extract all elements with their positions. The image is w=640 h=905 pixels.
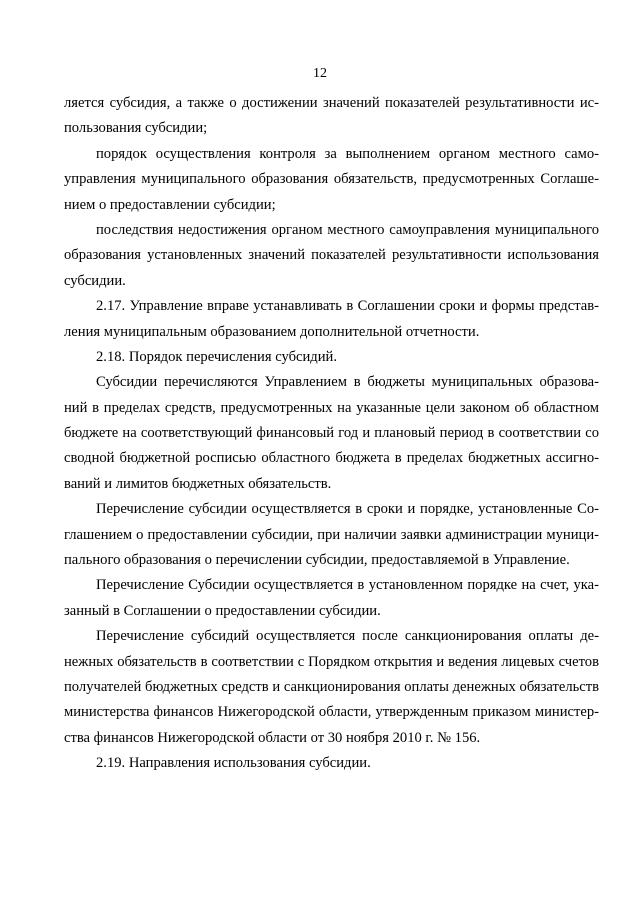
text-line: порядок осуществления контроля за выполнением органом местного само- (96, 145, 599, 162)
text-line: ний в пределах средств, предусмотренных на указанные цели законом об областном (64, 399, 599, 416)
text-line: образования установленных значений показателей результативности использования (64, 247, 599, 264)
text-line: 2.18. Порядок перечисления субсидий. (96, 348, 338, 365)
page-number: 12 (313, 66, 327, 81)
text-line: управления муниципального образования обязательств, предусмотренных Соглаше- (64, 171, 599, 188)
text-line: Перечисление Субсидии осуществляется в установленном порядке на счет, ука- (96, 577, 599, 594)
text-line: ления муниципальным образованием дополнительной отчетности. (64, 323, 480, 340)
text-line: Перечисление субсидий осуществляется после санкционирования оплаты де- (96, 628, 599, 645)
text-line: 2.19. Направления использования субсидии. (96, 755, 371, 772)
text-line: министерства финансов Нижегородской области, утвержденным приказом министер- (64, 704, 599, 721)
text-line: получателей бюджетных средств и санкционирования оплаты денежных обязательств (64, 678, 599, 695)
text-line: пользования субсидии; (64, 120, 208, 137)
text-line: бюджете на соответствующий финансовый год и плановый период в соответствии со (64, 425, 599, 442)
text-line: пального образования о перечислении субсидии, предоставляемой в Управление. (64, 552, 570, 569)
document-body (64, 91, 599, 777)
text-line: глашением о предоставлении субсидии, при наличии заявки администрации муници- (64, 526, 599, 543)
text-line: Перечисление субсидии осуществляется в сроки и порядке, установленные Со- (96, 501, 599, 518)
text-line: ства финансов Нижегородской области от 30 ноября 2010 г. № 156. (64, 729, 481, 746)
text-line: сводной бюджетной росписью областного бюджета в пределах бюджетных ассигно- (64, 450, 599, 467)
text-line: нежных обязательств в соответствии с Порядком открытия и ведения лицевых счетов (64, 653, 599, 670)
text-line: нием о предоставлении субсидии; (64, 196, 276, 213)
text-line: Субсидии перечисляются Управлением в бюджеты муниципальных образова- (96, 374, 599, 391)
text-line: субсидии. (64, 272, 126, 289)
text-line: последствия недостижения органом местного самоуправления муниципального (96, 221, 599, 238)
text-line: ваний и лимитов бюджетных обязательств. (64, 475, 332, 492)
text-line: ляется субсидия, а также о достижении значений показателей результативности ис- (64, 95, 599, 111)
text-line: 2.17. Управление вправе устанавливать в Соглашении сроки и формы представ- (96, 298, 599, 315)
text-line: занный в Соглашении о предоставлении субсидии. (64, 602, 381, 619)
